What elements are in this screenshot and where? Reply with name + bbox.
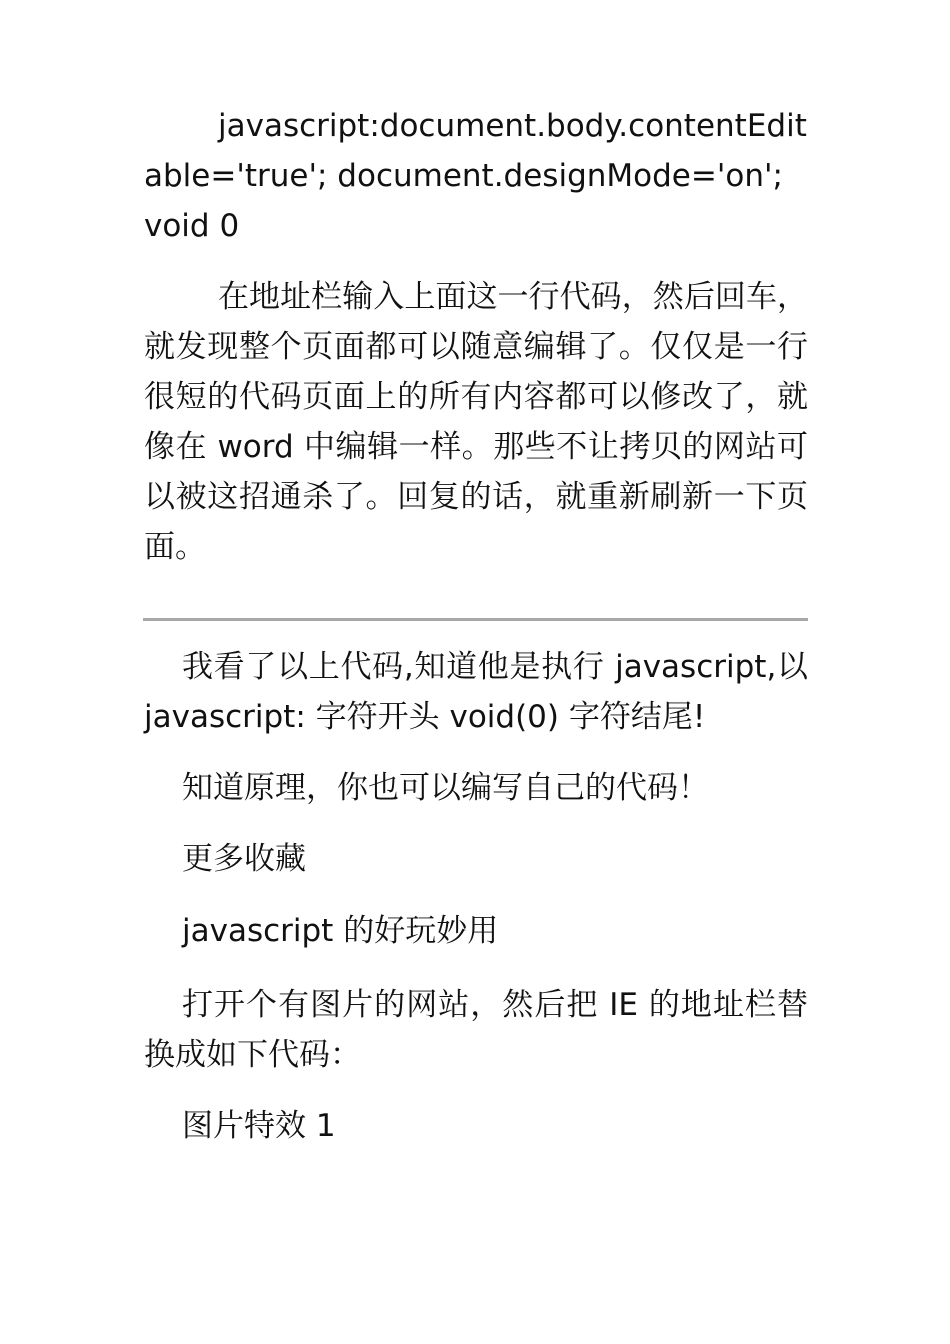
code-line-paragraph: javascript:document.body.contentEditable='true'; document.designMode='on'; void 0 xyxy=(144,108,807,244)
instruction-paragraph: 打开个有图片的网站，然后把 IE 的地址栏替换成如下代码： xyxy=(144,987,808,1073)
comment-paragraph-1: 我看了以上代码,知道他是执行 javascript,以 javascript: 字符开头 void(0) 字符结尾! xyxy=(144,649,808,735)
fun-uses-heading: javascript 的好玩妙用 xyxy=(182,913,499,949)
more-favorites-heading: 更多收藏 xyxy=(182,841,306,877)
section-divider xyxy=(143,618,808,621)
effect-1-heading: 图片特效 1 xyxy=(182,1108,336,1144)
comment-paragraph-2: 知道原理，你也可以编写自己的代码！ xyxy=(182,770,709,806)
description-paragraph: 在地址栏输入上面这一行代码，然后回车，就发现整个页面都可以随意编辑了。仅仅是一行很短的代码页面上的所有内容都可以修改了，就像在 word 中编辑一样。那些不让拷贝的网站可以被这招通杀了。回复的话，就重新刷新一下页面。 xyxy=(144,279,808,565)
